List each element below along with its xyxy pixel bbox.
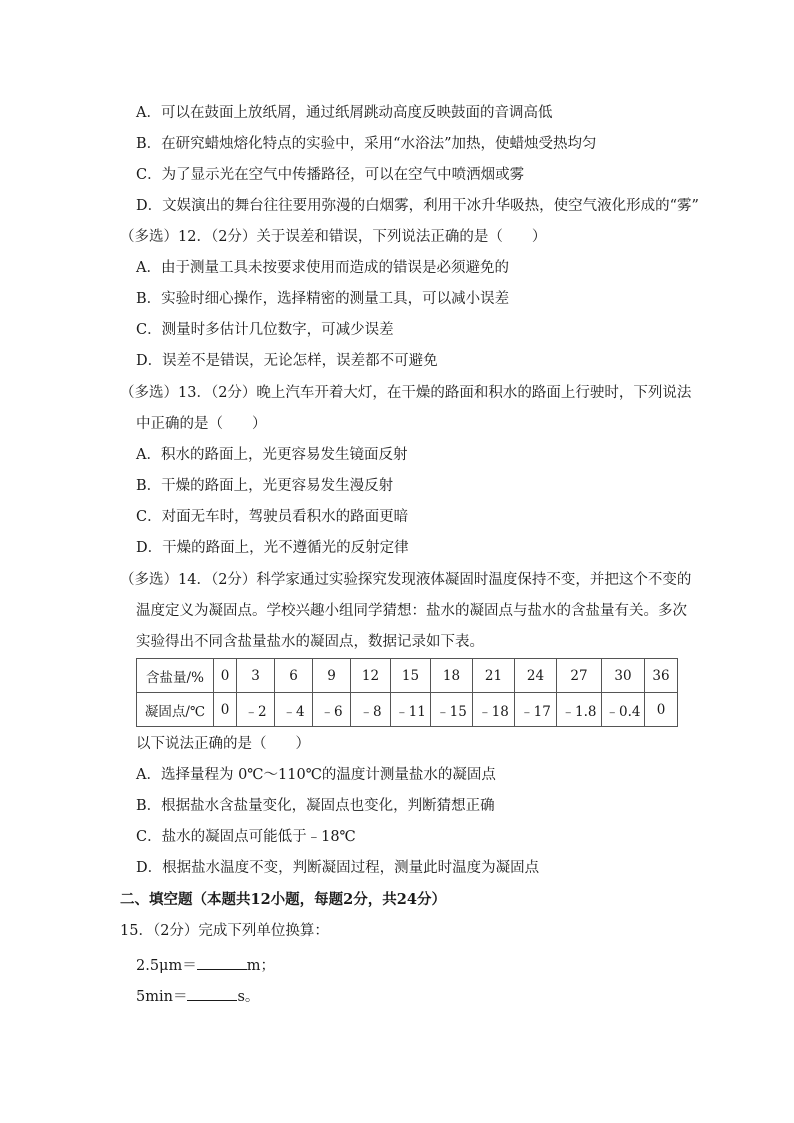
table-cell: ﹣0.4	[602, 693, 645, 727]
table-row	[137, 659, 678, 693]
table-cell: ﹣17	[515, 693, 557, 727]
table-cell: 24	[515, 659, 557, 693]
answer-blank-2[interactable]	[187, 986, 237, 1001]
q11-option-c: C．为了显示光在空气中传播路径，可以在空气中喷洒烟或雾	[136, 167, 525, 183]
q12-option-a: A．由于测量工具未按要求使用而造成的错误是必须避免的	[136, 260, 509, 276]
q15-line2-suffix: s。	[237, 989, 260, 1005]
section-title: 二、填空题（本题共12小题，每题2分，共24分）	[120, 891, 446, 908]
q13-stem-line2: 中正确的是（ ）	[136, 416, 267, 432]
table-cell: ﹣8	[351, 693, 391, 727]
table-cell: 36	[645, 659, 678, 693]
q14-option-b: B．根据盐水含盐量变化，凝固点也变化，判断猜想正确	[136, 798, 495, 814]
q14-option-c: C．盐水的凝固点可能低于﹣18℃	[136, 829, 356, 845]
table-cell: 0	[214, 659, 237, 693]
q15-stem: 15．（2分）完成下列单位换算：	[120, 923, 329, 939]
q13-option-d: D．干燥的路面上，光不遵循光的反射定律	[136, 540, 409, 556]
q13-stem-line1: （多选）13．（2分）晚上汽车开着大灯，在干燥的路面和积水的路面上行驶时，下列说法	[120, 385, 692, 401]
q15-line1	[136, 955, 275, 976]
table-cell: 9	[313, 659, 351, 693]
table-cell: ﹣2	[237, 693, 275, 727]
table-row	[137, 693, 678, 727]
table-cell: 6	[275, 659, 313, 693]
table-cell: 30	[602, 659, 645, 693]
q14-stem-line1: （多选）14．（2分）科学家通过实验探究发现液体凝固时温度保持不变，并把这个不变的	[120, 572, 692, 588]
q12-option-d: D．误差不是错误，无论怎样，误差都不可避免	[136, 353, 438, 369]
q12-option-b: B．实验时细心操作，选择精密的测量工具，可以减小误差	[136, 291, 510, 307]
q15-line1-prefix: 2.5μm＝	[136, 958, 197, 974]
q14-after-table: 以下说法正确的是（ ）	[136, 736, 310, 752]
table-cell: ﹣15	[431, 693, 473, 727]
answer-blank-1[interactable]	[197, 955, 247, 970]
table-cell: ﹣1.8	[557, 693, 602, 727]
q13-option-b: B．干燥的路面上，光更容易发生漫反射	[136, 478, 394, 494]
q14-option-d: D．根据盐水温度不变，判断凝固过程，测量此时温度为凝固点	[136, 860, 540, 876]
q13-option-c: C．对面无车时，驾驶员看积水的路面更暗	[136, 509, 409, 525]
table-cell: 12	[351, 659, 391, 693]
table-cell: 18	[431, 659, 473, 693]
q15-line1-suffix: m；	[246, 958, 275, 974]
table-cell: ﹣6	[313, 693, 351, 727]
salinity-freezing-point-table	[136, 658, 678, 727]
table-cell: ﹣4	[275, 693, 313, 727]
row-header-freezing-point: 凝固点/℃	[137, 693, 214, 727]
table-cell: 27	[557, 659, 602, 693]
q14-stem-line2: 温度定义为凝固点。学校兴趣小组同学猜想：盐水的凝固点与盐水的含盐量有关。多次	[136, 603, 687, 619]
table-cell: 0	[645, 693, 678, 727]
row-header-salinity: 含盐量/%	[137, 659, 214, 693]
q14-option-a: A．选择量程为 0℃～110℃的温度计测量盐水的凝固点	[136, 767, 496, 783]
table-cell: 0	[214, 693, 237, 727]
q13-option-a: A．积水的路面上，光更容易发生镜面反射	[136, 447, 408, 463]
q11-option-b: B．在研究蜡烛熔化特点的实验中，采用“水浴法”加热，使蜡烛受热均匀	[136, 136, 597, 152]
q14-stem-line3: 实验得出不同含盐量盐水的凝固点，数据记录如下表。	[136, 634, 484, 650]
q12-stem: （多选）12．（2分）关于误差和错误，下列说法正确的是（ ）	[120, 229, 547, 245]
q15-line2	[136, 986, 259, 1007]
table-cell: ﹣18	[473, 693, 515, 727]
table-cell: 3	[237, 659, 275, 693]
q11-option-a: A．可以在鼓面上放纸屑，通过纸屑跳动高度反映鼓面的音调高低	[136, 105, 553, 121]
table-cell: ﹣11	[391, 693, 431, 727]
table-cell: 21	[473, 659, 515, 693]
q12-option-c: C．测量时多估计几位数字，可减少误差	[136, 322, 394, 338]
q11-option-d: D．文娱演出的舞台往往要用弥漫的白烟雾，利用干冰升华吸热，使空气液化形成的“雾”	[136, 198, 699, 214]
table-cell: 15	[391, 659, 431, 693]
q15-line2-prefix: 5min＝	[136, 989, 188, 1005]
